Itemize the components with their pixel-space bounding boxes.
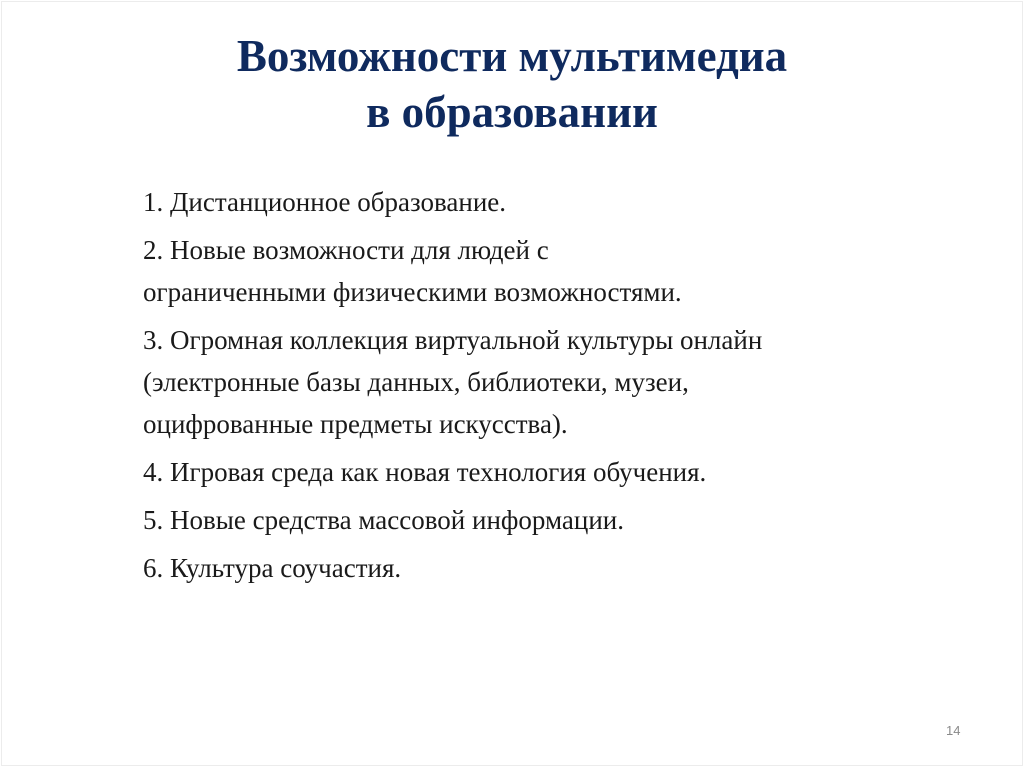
title-line-2: в образовании xyxy=(366,87,658,137)
list-item: 2. Новые возможности для людей с ограниченными физическими возможностями. xyxy=(143,235,682,307)
slide-title xyxy=(0,28,1024,140)
list-item: 5. Новые средства массовой информации. xyxy=(143,505,624,535)
list-item: 4. Игровая среда как новая технология обучения. xyxy=(143,457,707,487)
list-item: 3. Огромная коллекция виртуальной культуры онлайн (электронные базы данных, библиотеки, музеи, оцифрованные предметы искусства). xyxy=(143,325,763,439)
bullet-list xyxy=(143,181,903,595)
list-item: 6. Культура соучастия. xyxy=(143,553,402,583)
page-number: 14 xyxy=(946,723,961,738)
title-line-1: Возможности мультимедиа xyxy=(236,31,788,81)
list-item: 1. Дистанционное образование. xyxy=(143,187,507,217)
